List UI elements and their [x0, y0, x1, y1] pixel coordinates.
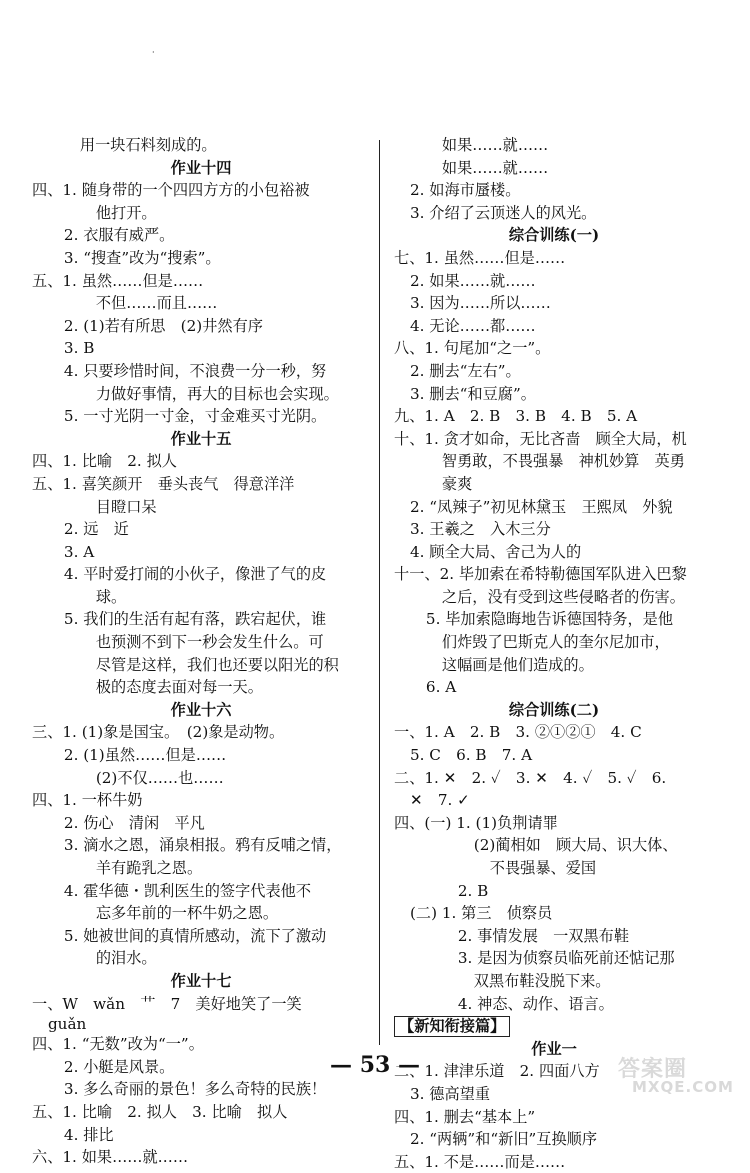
answer-line: 尽管是这样，我们也还要以阳光的积 — [95, 655, 339, 674]
answer-line: 们炸毁了巴斯克人的奎尔尼加市， — [441, 633, 670, 652]
answer-line: 双黑布鞋没脱下来。 — [473, 971, 611, 990]
answer-line: 十、1. 贪才如命，无比吝啬 顾全大局，机 — [394, 429, 687, 448]
answer-line: (二) 1. 第三 侦察员 — [409, 904, 553, 923]
page-number: — 53 — — [330, 1052, 420, 1078]
answer-line: 他打开。 — [95, 203, 157, 222]
answer-line: 四、(一) 1. (1)负荆请罪 — [394, 813, 558, 832]
section-heading: 作业十六 — [170, 700, 232, 719]
answer-line: 一、1. A 2. B 3. ②①②① 4. C — [394, 723, 642, 742]
answer-line: 5. 一寸光阴一寸金，寸金难买寸光阴。 — [63, 407, 327, 426]
answer-line: 也预测不到下一秒会发生什么。可 — [95, 633, 324, 652]
answer-line: 2. (1)若有所思 (2)井然有序 — [63, 316, 263, 335]
answer-line: 6. A — [425, 678, 457, 697]
answer-line: 八、1. 句尾加“之一”。 — [394, 339, 551, 358]
answer-line: 一、W wǎn 艹 7 美好地笑了一笑 — [32, 994, 302, 1013]
watermark-url: MXQE.COM — [632, 1078, 734, 1096]
watermark-logo — [618, 1052, 746, 1098]
answer-line: guǎn — [47, 1015, 87, 1034]
answer-line: 之后，没有受到这些侵略者的伤害。 — [441, 587, 685, 606]
answer-line: 四、1. 随身带的一个四四方方的小包裕被 — [32, 181, 310, 200]
answer-line: 不畏强暴、爱国 — [489, 859, 597, 877]
answer-line: 四、1. “无数”改为“一”。 — [32, 1035, 204, 1054]
answer-line: 用一块石料刻成的。 — [79, 136, 217, 154]
answer-line: 五、1. 虽然……但是…… — [32, 271, 204, 290]
answer-line: 2. 伤心 清闲 平凡 — [63, 813, 205, 832]
answer-line: 5. 毕加索隐晦地告诉德国特务，是他 — [425, 610, 674, 629]
section-heading: 作业十四 — [170, 158, 232, 177]
answer-line: 5. C 6. B 7. A — [409, 746, 533, 765]
answer-line: 4. 平时爱打闹的小伙子，像泄了气的皮 — [63, 565, 327, 584]
section-heading: 综合训练(二) — [508, 700, 600, 719]
answer-line: 六、1. 如果……就…… — [32, 1148, 189, 1167]
answer-line: 3. B — [63, 339, 95, 358]
answer-line: 2. “两辆”和“新旧”互换顺序 — [409, 1130, 598, 1149]
answer-line: 4. 霍华德・凯利医生的签字代表他不 — [63, 881, 312, 900]
answer-line: 九、1. A 2. B 3. B 4. B 5. A — [394, 407, 638, 426]
answer-line: 极的态度去面对每一天。 — [95, 678, 263, 697]
section-heading: 综合训练(一) — [508, 226, 600, 245]
answer-line: 三、1. (1)象是国宝。 (2)象是动物。 — [32, 723, 285, 742]
answer-line: 二、1. 津津乐道 2. 四面八方 — [394, 1062, 600, 1081]
answer-line: 3. 删去“和豆腐”。 — [409, 384, 536, 403]
answer-line: 3. 王羲之 入木三分 — [409, 520, 551, 539]
answer-line: 3. 德高望重 — [409, 1084, 491, 1103]
answer-line: 球。 — [95, 587, 127, 606]
answer-line: 豪爽 — [441, 474, 473, 493]
answer-line: 4. 顾全大局、舍己为人的 — [409, 542, 582, 561]
answer-line: 七、1. 虽然……但是…… — [394, 248, 566, 267]
answer-line: 不但……而且…… — [95, 294, 218, 313]
answer-line: 2. 删去“左右”。 — [409, 361, 521, 380]
answer-line: 5. 我们的生活有起有落，跌宕起伏，谁 — [63, 610, 327, 629]
answer-line: 五、1. 比喻 2. 拟人 3. 比喻 拟人 — [32, 1102, 288, 1121]
watermark-logo-text: 答案圈 — [618, 1057, 688, 1082]
answer-line: 4. 只要珍惜时间，不浪费一分一秒，努 — [63, 361, 327, 380]
answer-line: (2)不仅……也…… — [95, 768, 224, 787]
answer-line: 如果……就…… — [441, 158, 549, 177]
answer-line: 4. 排比 — [63, 1125, 114, 1144]
answer-line: 2. 事情发展 一双黑布鞋 — [457, 926, 630, 945]
answer-line: 2. (1)虽然……但是…… — [63, 746, 227, 765]
answer-line: 羊有跪乳之恩。 — [95, 859, 203, 877]
answer-line: 3. 滴水之恩，涌泉相报。鸦有反哺之情， — [63, 836, 342, 855]
part-heading — [394, 1015, 714, 1038]
answer-line: 2. B — [457, 881, 489, 900]
answer-line: ✕ 7. ✓ — [409, 791, 470, 810]
answer-line: 2. 远 近 — [63, 520, 129, 539]
answer-line: 5. 她被世间的真情所感动，流下了激动 — [63, 926, 327, 945]
answer-line: (2)蔺相如 顾大局、识大体、 — [473, 836, 678, 855]
answer-line: 2. “凤辣子”初见林黛玉 王熙凤 外貌 — [409, 497, 673, 516]
answer-line: 3. 介绍了云顶迷人的风光。 — [409, 203, 597, 222]
answer-line: 智勇敢，不畏强暴 神机妙算 英勇 — [441, 452, 685, 471]
answer-line: 4. 无论……都…… — [409, 316, 536, 335]
answer-line: 这幅画是他们造成的。 — [441, 655, 594, 674]
answer-line: 四、1. 删去“基本上” — [394, 1107, 536, 1126]
answer-line: 目瞪口呆 — [95, 497, 157, 516]
answer-line: 4. 神态、动作、语言。 — [457, 994, 614, 1013]
part-heading-label: 【新知衔接篇】 — [394, 1016, 510, 1037]
section-heading: 作业一 — [531, 1039, 577, 1058]
answer-line: 3. 多么奇丽的景色！多么奇特的民族！ — [63, 1080, 327, 1099]
answer-line: 2. 如海市蜃楼。 — [409, 181, 521, 200]
section-heading: 作业十五 — [170, 429, 232, 448]
answer-line: 忘多年前的一杯牛奶之恩。 — [95, 904, 279, 923]
answer-line: 力做好事情，再大的目标也会实现。 — [95, 384, 339, 403]
answer-line: 3. A — [63, 542, 95, 561]
answer-line: 二、1. ✕ 2. ✓ 3. ✕ 4. ✓ 5. ✓ 6. — [394, 768, 667, 787]
answer-column-left — [32, 134, 370, 1169]
answer-line: 2. 如果……就…… — [409, 271, 536, 290]
answer-line: 四、1. 一杯牛奶 — [32, 791, 143, 810]
answer-column-right — [394, 134, 714, 1173]
answer-line: 2. 衣服有威严。 — [63, 226, 175, 245]
answer-line: 五、1. 喜笑颜开 垂头丧气 得意洋洋 — [32, 474, 295, 493]
answer-line: 四、1. 比喻 2. 拟人 — [32, 452, 177, 471]
answer-line: 的泪水。 — [95, 949, 157, 968]
answer-line: 3. “搜查”改为“搜索”。 — [63, 248, 221, 267]
answer-line: 五、1. 不是……而是…… — [394, 1152, 566, 1171]
answer-line: 如果……就…… — [441, 136, 549, 154]
section-heading: 作业十七 — [170, 971, 232, 990]
column-divider — [379, 140, 380, 1045]
answer-line: 3. 是因为侦察员临死前还惦记那 — [457, 949, 675, 968]
answer-line: 2. 小艇是风景。 — [63, 1057, 175, 1076]
answer-line: 3. 因为……所以…… — [409, 294, 551, 313]
answer-line: 十一、2. 毕加索在希特勒德国军队进入巴黎 — [394, 565, 687, 584]
scan-speck: · — [152, 48, 155, 57]
